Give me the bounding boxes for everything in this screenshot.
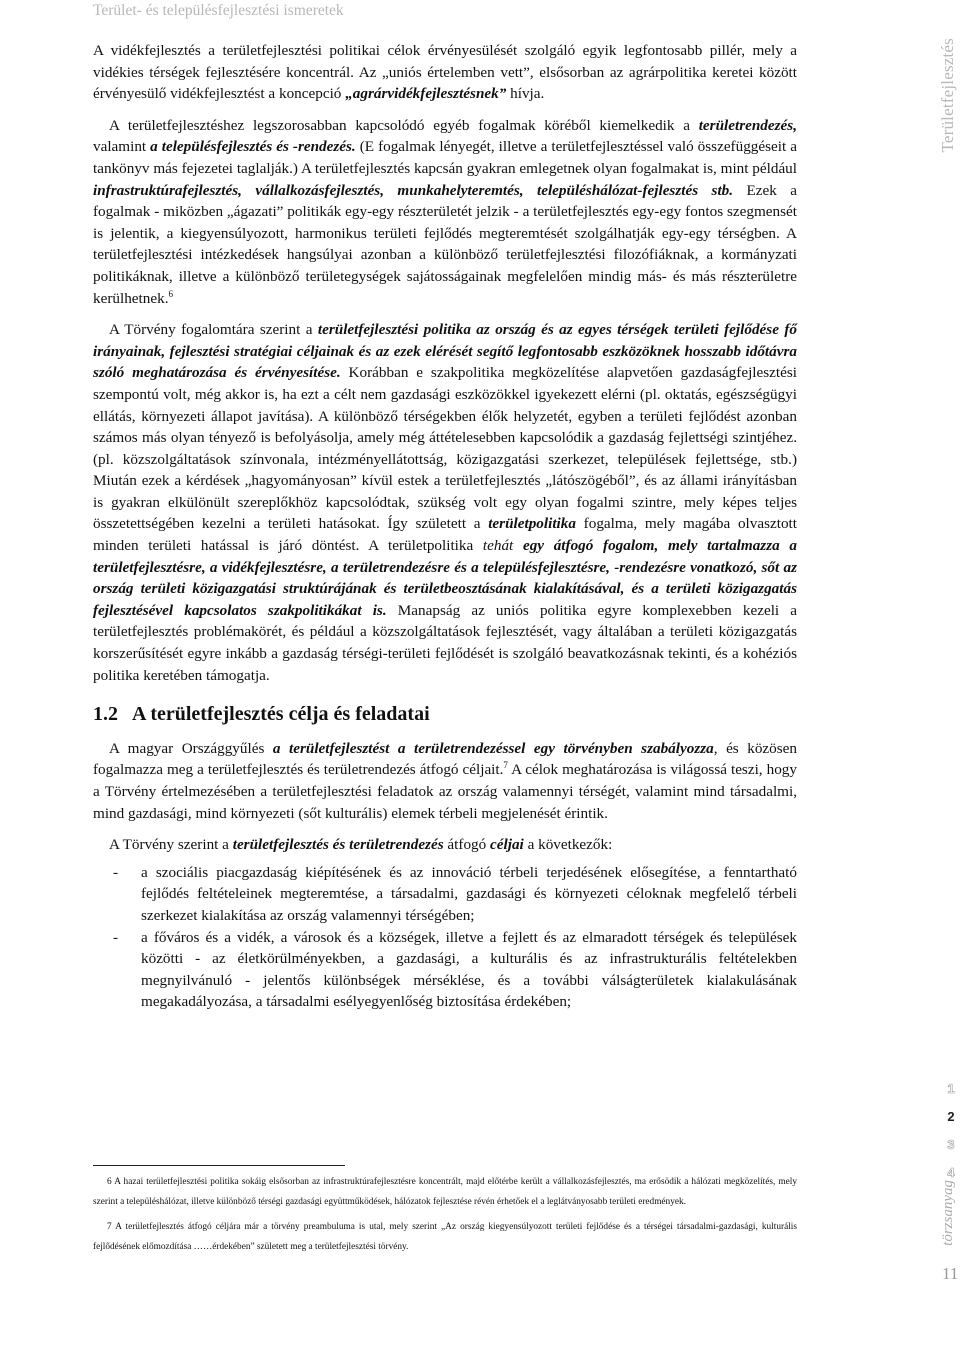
main-text <box>93 40 797 1013</box>
term-list-development-concepts: infrastruktúrafejlesztés, vállalkozásfejlesztés, munkahelyteremtés, településhálózat-fejlesztés stb. <box>93 181 734 199</box>
section-number: 1.2 <box>93 703 118 726</box>
footnotes <box>93 1172 797 1262</box>
term-agrar-videkfejlesztes: „agrárvidékfejlesztésnek” <box>345 85 507 103</box>
term-telepulesfejlesztes: a településfejlesztés és -rendezés. <box>150 138 356 156</box>
text-run: A magyar Országgyűlés <box>109 739 273 757</box>
list-dash: - <box>113 863 119 881</box>
text-run: valamint <box>93 138 151 156</box>
text-run: , és közösen fogalmazza meg a területfejlesztés és területrendezés átfogó céljait. <box>93 739 797 779</box>
word-tehat: tehát <box>482 537 514 555</box>
chapter-number-index <box>938 1075 960 1187</box>
footnote-separator <box>93 1165 345 1166</box>
footnote-number: 6 <box>107 1177 112 1187</box>
footnote-6 <box>93 1172 797 1212</box>
text-run: A célok meghatározása is világossá teszi, hogy a Törvény értelmezésében a területfejlesztési feladatok az ország valamennyi térségét, valamint mind társadalmi, mind gazdasági, mind környezeti (sőt kulturális) elemek térbeli megjelenését érintik. <box>93 761 797 822</box>
text-run: Ezek a fogalmak - miközben „ágazati” politikák egy-egy részterületét jelzik - a területfejlesztés egy-egy fontos szegmensét is jelentik, a kiegyensúlyozott, harmonikus területi fejlődés megteremtését szolgálhatják egy-egy térségben. A területfejlesztési intézkedések hangsúlyai azonban a különböző területfejlesztési filozófiáknak, a kormányzati politikáknak, illetve a különböző területegységek sajátosságainak megfelelően mindig más- és más részterületre kerülhetnek. <box>93 181 797 307</box>
text-run: A vidékfejlesztés a területfejlesztési politikai célok érvényesülését szolgáló egyik legfontosabb pillér, mely a vidékies térségek fejlesztésére koncentrál. Az „uniós értelemben vett”, elsősorban az agrárpolitika keretei között érvényesülő vidékfejlesztést a koncepció <box>93 42 797 103</box>
goal-text: a szociális piacgazdaság kiépítésének és az innováció térbeli terjedésének elősegítése, a fenntartható fejlődés feltételeinek megteremtése, a társadalmi, gazdasági és környezeti céloknak megfelelő térbeli szerkezet kialakítása az ország valamennyi térségében; <box>141 863 797 924</box>
term-teruletfejlesztes-es-rendezes: területfejlesztés és területrendezés <box>232 836 444 854</box>
text-run: átfogó <box>443 836 491 854</box>
footnote-number: 7 <box>107 1222 112 1232</box>
text-run: (E fogalmak lényegét, illetve a területfejlesztéssel való összefüggéseit a tankönyv más fejezetei taglalják.) A területfejlesztés kapcsán gyakran emlegetnek olyan fogalmakat is, mint például <box>93 138 797 177</box>
chapter-number-3: 3 <box>947 1137 955 1152</box>
term-teruletrendezes: területrendezés, <box>698 116 797 134</box>
paragraph-goals-intro <box>93 834 797 856</box>
term-celjai: céljai <box>490 836 524 854</box>
text-run: a következők: <box>523 836 613 854</box>
text-run: A Törvény szerint a <box>109 836 233 854</box>
goal-text: a főváros és a vidék, a városok és a községek, illetve a fejlett és az elmaradott térségek és települések közötti - az életkörülményekben, a gazdasági, a kulturális és az infrastrukturális feltételekben megnyilvánuló - jelentős különbségek mérséklése, és a további válságterületek kialakulásának megakadályozása, a társadalmi esélyegyenlőség biztosítása érdekében; <box>141 928 797 1011</box>
list-item <box>93 927 797 1013</box>
section-title: A területfejlesztés célja és feladatai <box>132 703 430 726</box>
text-run: Manapság az uniós politika egyre komplexebben kezeli a területfejlesztés problémakörét, és például a közszolgáltatások fejlesztését, vagy általában a területi közigazgatás korszerűsítését egyre inkább a gazdaság térségi-területi fejlődését is szolgáló beavatkozásnak tekinti, és a kohéziós politika keretében támogatja. <box>93 601 797 684</box>
footnote-text: A területfejlesztés átfogó céljára már a törvény preambuluma is utal, mely szerint „Az ország kiegyensúlyozott területi fejlődése és a térségei társadalmi-gazdasági, kulturális fejlődésének előmozdítása ……érdekében” született meg a területfejlesztési törvény. <box>93 1222 797 1252</box>
paragraph-law-definition <box>93 319 797 686</box>
footnote-7 <box>93 1217 797 1257</box>
list-dash: - <box>113 928 119 946</box>
text-run: A területfejlesztéshez legszorosabban kapcsolódó egyéb fogalmak köréből kiemelkedik a <box>109 116 699 134</box>
footnote-ref-6[interactable]: 6 <box>168 288 173 299</box>
footnote-ref-7[interactable]: 7 <box>503 760 508 771</box>
chapter-number-1: 1 <box>947 1081 955 1096</box>
sidebar-registry-label: törzsanyag <box>940 1180 956 1246</box>
footnote-text: A hazai területfejlesztési politika sokáig elsősorban az infrastruktúrafejlesztésre koncentrált, majd előtérbe került a vállalkozásfejlesztés, ma erősödik a hálózati megközelítés, mely szerint a településhálózat, illetve különböző térségi gazdasági együttműködések, hálózatok fejlesztése révén érhetőek el a leglátványosabb területi eredmények. <box>93 1177 797 1207</box>
text-run: Korábban e szakpolitika megközelítése alapvetően gazdaságfejlesztési szempontú volt, még akkor is, ha ezt a célt nem gazdasági eszközökkel igyekezett elérni (pl. oktatás, egészségügyi ellátás, környezeti állapot javítása). A különböző térségekben élők helyzetét, egyben a területi fejlődést azonban számos más olyan tényező is befolyásolja, amely még áttételesebben kapcsolódik a gazdaság fejlettségi szintjéhez. (pl. közszolgáltatások színvonala, intézményellátottság, közigazgatási szerkezet, települések fejlettsége, stb.) Miután ezek a kérdések „hagyományosan” kívül estek a területfejlesztés „látószögéből”, és az állami irányításban is gyakran elkülönült szereplőkhöz kapcsolódtak, szükség volt egy olyan fogalmi szintre, mely képes teljes összetettségében kezelni a területi hatásokat. Így született a <box>93 364 797 533</box>
text-run: fogalma, mely magába olvasztott minden területi hatással is járó döntést. A területpolitika <box>93 515 797 555</box>
paragraph-rural-development <box>93 40 797 105</box>
paragraph-parliament <box>93 738 797 824</box>
sidebar-chapter-title: Területfejlesztés <box>938 38 957 153</box>
paragraph-related-concepts <box>93 115 797 309</box>
emphasis-regulation: a területfejlesztést a területrendezéssel egy törvényben szabályozza <box>272 739 714 757</box>
chapter-number-2-current: 2 <box>947 1109 955 1124</box>
section-heading <box>93 704 797 726</box>
text-run: hívja. <box>506 85 545 103</box>
running-header-title: Terület- és településfejlesztési ismeretek <box>93 2 344 19</box>
definition-teruletpolitika: egy átfogó fogalom, mely tartalmazza a területfejlesztésre, a vidékfejlesztésre, a területrendezésre és a településfejlesztésre, -rendezésre vonatkozó, sőt az ország területi közigazgatási struktúrájának és területbeosztásának kialakításával, és a területi közigazgatás fejlesztésével kapcsolatos szakpolitikákat is. <box>93 537 797 619</box>
chapter-number-4: 4 <box>947 1165 955 1180</box>
list-item <box>93 862 797 927</box>
term-teruletpolitika: területpolitika <box>488 515 576 533</box>
text-run: A Törvény fogalomtára szerint a <box>109 321 318 339</box>
page-number: 11 <box>942 1264 959 1283</box>
goals-list <box>93 862 797 1013</box>
definition-teruletfejlesztesi-politika: területfejlesztési politika az ország és az egyes térségek területi fejlődése fő irányainak, fejlesztési stratégiai céljainak és az ezek elérését segítő legfontosabb eszközöknek hosszabb időtávra szóló meghatározása és érvényesítése. <box>93 321 797 382</box>
